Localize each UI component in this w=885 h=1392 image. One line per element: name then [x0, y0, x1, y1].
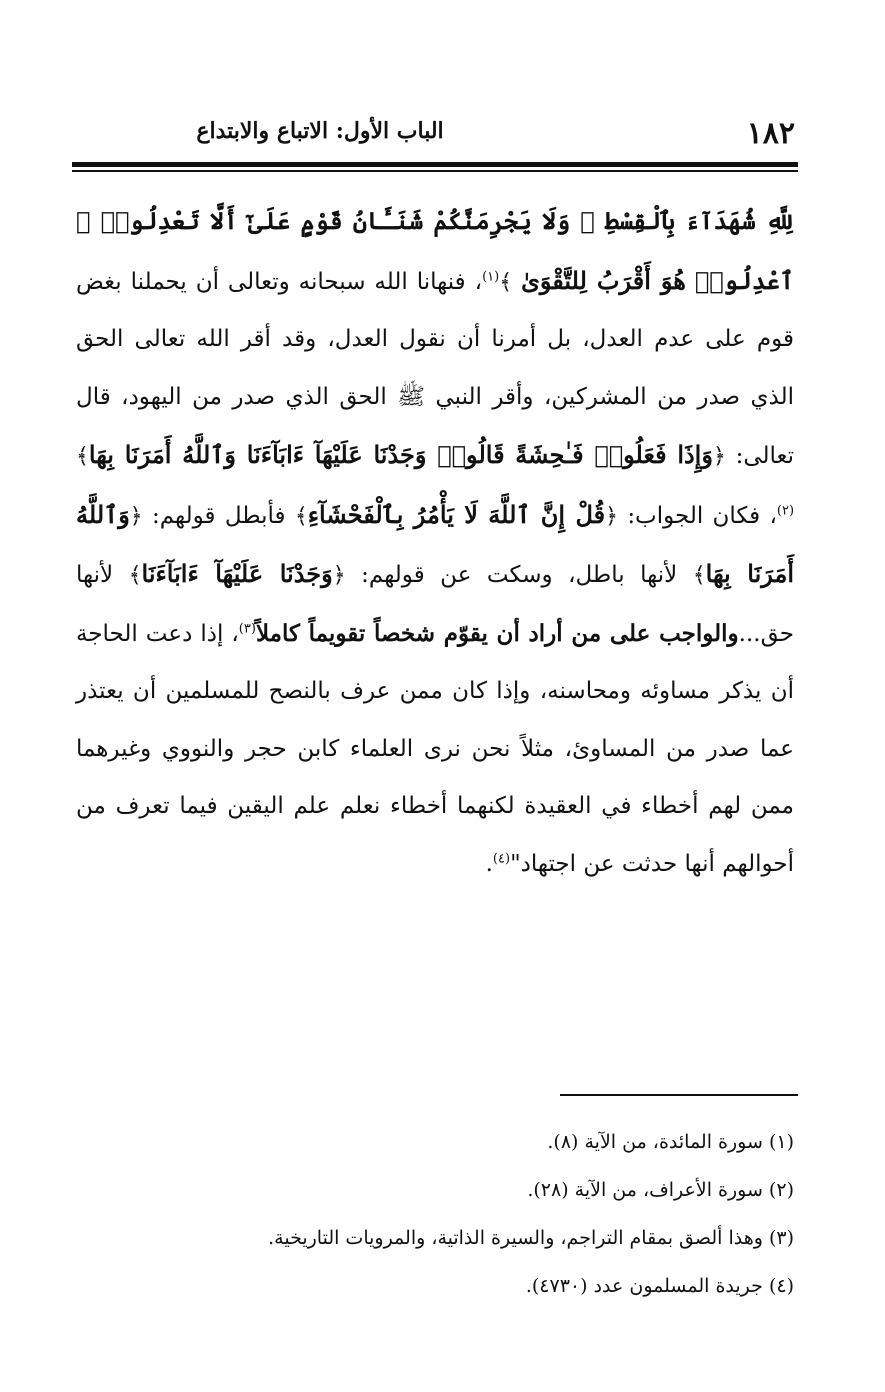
footnote-ref-3: (٣): [238, 620, 256, 636]
quran-verse-2: وَإِذَا فَعَلُوا۟ فَـٰحِشَةً قَالُوا۟ وَجَدْنَا عَلَيْهَآ ءَابَآءَنَا وَٱللَّهُ أَمَرَنَا بِهَا: [88, 440, 713, 469]
ornate-bracket-close-icon: ﴾: [692, 563, 706, 588]
footnote-ref-4: (٤): [492, 850, 511, 866]
quran-verse-4: وَٱللَّهُ أَمَرَنَا بِهَا: [76, 499, 795, 588]
ornate-bracket-close-icon: ﴾: [76, 444, 89, 469]
ornate-bracket-close-icon: ﴾: [499, 269, 513, 295]
body-paragraph: [76, 192, 794, 893]
text-segment: ، إذا دعت الحاجة أن يذكر مساوئه ومحاسنه، وإذا كان ممن عرف بالنصح للمسلمين أن يعتذر عما صدر من المساوئ، مثلاً نحن نرى العلماء كابن حجر والنووي وغيرهما ممن لهم أخطاء في العقيدة لكنهما أخطاء نعلم علم اليقين فيما تعرف من أحوالهم أنها حدثت عن اجتهاد": [76, 620, 794, 877]
ornate-bracket-close-icon: ﴾: [128, 563, 142, 588]
page-header: [75, 112, 795, 152]
footnote-3: (٣) وهذا ألصق بمقام التراجم، والسيرة الذاتية، والمرويات التاريخية.: [268, 1227, 794, 1249]
ornate-bracket-open-icon: ﴿: [129, 503, 143, 529]
ornate-bracket-open-icon: ﴿: [332, 563, 346, 588]
header-rule-thin: [72, 170, 798, 172]
footnote-4: (٤) جريدة المسلمون عدد (٤٧٣٠).: [525, 1275, 794, 1297]
header-rule-thick: [72, 162, 798, 167]
footnote-separator: [560, 1094, 798, 1096]
footnote-ref-2: (٢): [776, 502, 795, 518]
quran-verse-1b: هُوَ أَقْرَبُ لِلتَّقْوَىٰ: [521, 265, 686, 295]
text-segment: ، فنهانا الله سبحانه وتعالى أن يحملنا بغض قوم على عدم العدل، بل أمرنا أن نقول العدل، وقد أقر الله تعالى الحق الذي صدر من المشركين، وأقر النبي ﷺ الحق الذي صدر من اليهود، قال تعالى:: [76, 268, 795, 469]
quran-verse-5: وَجَدْنَا عَلَيْهَآ ءَابَآءَنَا: [141, 559, 333, 588]
quran-verse-1a: لِلَّهِ شُهَدَآءَ بِٱلْقِسْطِ ۖ وَلَا يَجْرِمَنَّكُمْ شَنَـَٔانُ قَوْمٍ عَلَىٰٓ أَلَّا تَعْدِلُوا۟ ۚ ٱعْدِلُوا۟: [76, 206, 795, 295]
ornate-bracket-open-icon: ﴿: [605, 503, 618, 529]
footnote-ref-1: (١): [482, 268, 500, 284]
bold-statement: والواجب على من أراد أن يقوّم شخصاً تقويماً كاملاً: [255, 619, 739, 647]
quran-verse-3: قُلْ إِنَّ ٱللَّهَ لَا يَأْمُرُ بِٱلْفَحْشَآءِ: [307, 499, 606, 529]
footnote-2: (٢) سورة الأعراف، من الآية (٢٨).: [527, 1179, 794, 1201]
text-segment: .: [485, 850, 493, 877]
text-segment: لأنها باطل، وسكت عن قولهم:: [361, 562, 678, 588]
text-segment: لأنها حق...: [76, 562, 794, 647]
text-segment: ، فكان الجواب:: [627, 502, 777, 529]
footnotes: [76, 1118, 794, 1310]
body-text: [76, 192, 794, 893]
page-number: ١٨٢: [746, 116, 795, 151]
running-title: الباب الأول: الاتباع والابتداع: [196, 118, 444, 144]
text-segment: فأبطل قولهم:: [151, 502, 286, 529]
ornate-bracket-close-icon: ﴾: [294, 503, 308, 529]
footnote-1: (١) سورة المائدة، من الآية (٨).: [547, 1131, 794, 1153]
ornate-bracket-open-icon: ﴿: [712, 444, 726, 469]
